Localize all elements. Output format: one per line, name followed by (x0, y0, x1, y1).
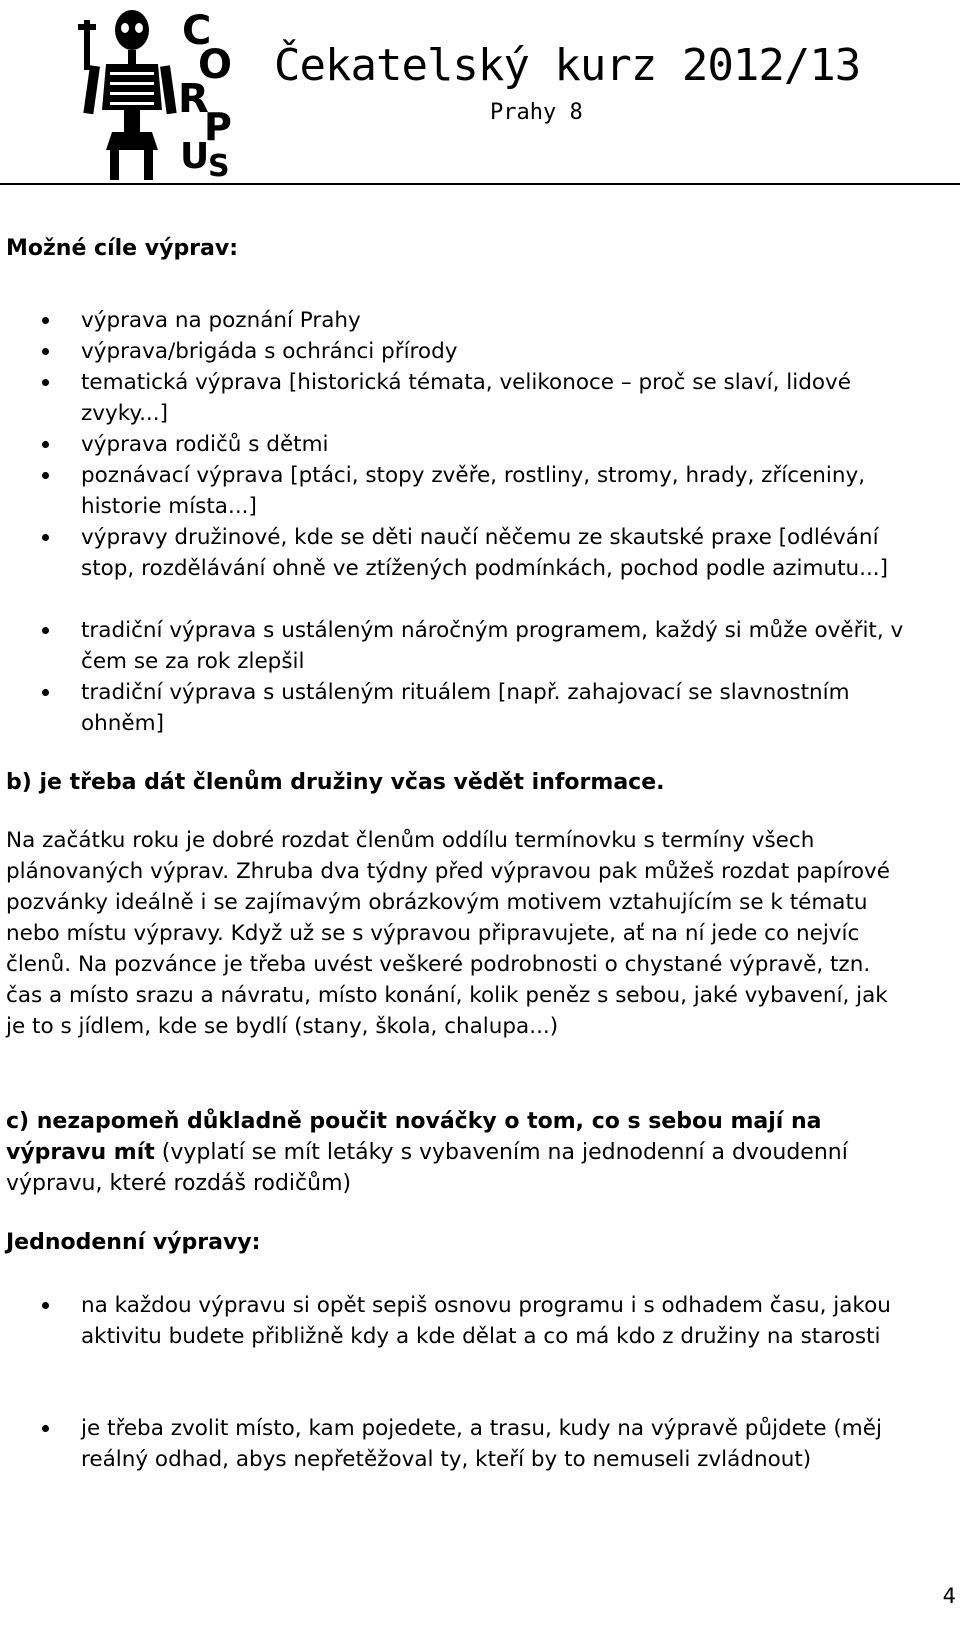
list-item: poznávací výprava [ptáci, stopy zvěře, rostliny, stromy, hrady, zříceniny, historie místa...] (6, 460, 911, 522)
course-subtitle: Prahy 8 (490, 100, 583, 125)
list-item: tradiční výprava s ustáleným rituálem [např. zahajovací se slavnostním ohněm] (6, 677, 911, 739)
section-c-bold: c) nezapomeň důkladně poučit nováčky o tom, co s sebou mají na výpravu mít (6, 1109, 822, 1165)
svg-text:O: O (198, 42, 233, 88)
bullet-icon (42, 534, 49, 541)
list-item: na každou výpravu si opět sepiš osnovu programu i s odhadem času, jakou aktivitu budete přibližně kdy a kde dělat a co má kdo z družiny na starosti (6, 1290, 911, 1352)
bullet-icon (42, 379, 49, 386)
bullet-icon (42, 317, 49, 324)
bullet-icon (42, 689, 49, 696)
svg-text:P: P (204, 105, 232, 149)
svg-text:S: S (208, 149, 230, 180)
corpus-skeleton-logo (70, 0, 250, 180)
bullet-icon (42, 441, 49, 448)
svg-text:C: C (182, 8, 212, 54)
list-item: výprava na poznání Prahy (6, 305, 911, 336)
svg-text:U: U (180, 136, 210, 177)
bullet-icon (42, 1425, 49, 1432)
list-item: tematická výprava [historická témata, velikonoce – proč se slaví, lidové zvyky...] (6, 367, 911, 429)
svg-text:R: R (178, 76, 209, 122)
page-number: 4 (942, 1584, 956, 1608)
section-heading-b: b) je třeba dát členům družiny včas vědět informace. (6, 770, 665, 795)
list-item: tradiční výprava s ustáleným náročným programem, každý si může ověřit, v čem se za rok zlepšil (6, 615, 911, 677)
bullet-icon (42, 1302, 49, 1309)
header-divider (0, 183, 960, 185)
bullet-icon (42, 472, 49, 479)
section-heading-goals: Možné cíle výprav: (6, 236, 239, 261)
course-title: Čekatelský kurz 2012/13 (274, 40, 861, 91)
paragraph-invitations: Na začátku roku je dobré rozdat členům oddílu termínovku s termíny všech plánovaných výprav. Zhruba dva týdny před výpravou pak můžeš rozdat papírové pozvánky ideálně i se zajímavým obrázkovým motivem vztahujícím se k tématu nebo místu výpravy. Když už se s výpravou připravujete, ať na ní jede co nejvíc členů. Na pozvánce je třeba uvést veškeré podrobnosti o chystané výpravě, tzn. čas a místo srazu a návratu, místo konání, kolik peněz s sebou, jaké vybavení, jak je to s jídlem, kde se bydlí (stany, škola, chalupa...) (6, 828, 890, 1039)
list-item: výpravy družinové, kde se děti naučí něčemu ze skautské praxe [odlévání stop, rozdělávání ohně ve ztížených podmínkách, pochod podle azimutu...] (6, 522, 911, 584)
list-item: výprava/brigáda s ochránci přírody (6, 336, 911, 367)
list-item: je třeba zvolit místo, kam pojedete, a trasu, kudy na výpravě půjdete (měj reálný odhad, abys nepřetěžoval ty, kteří by to nemuseli zvládnout) (6, 1413, 911, 1475)
section-c-rest: (vyplatí se mít letáky s vybavením na jednodenní a dvoudenní výpravu, které rozdáš rodičům) (6, 1140, 848, 1196)
paragraph-c (6, 1106, 911, 1199)
page-header (0, 0, 960, 185)
bullet-icon (42, 348, 49, 355)
bullet-icon (42, 627, 49, 634)
section-heading-oneday: Jednodenní výpravy: (6, 1230, 261, 1255)
list-item: výprava rodičů s dětmi (6, 429, 911, 460)
